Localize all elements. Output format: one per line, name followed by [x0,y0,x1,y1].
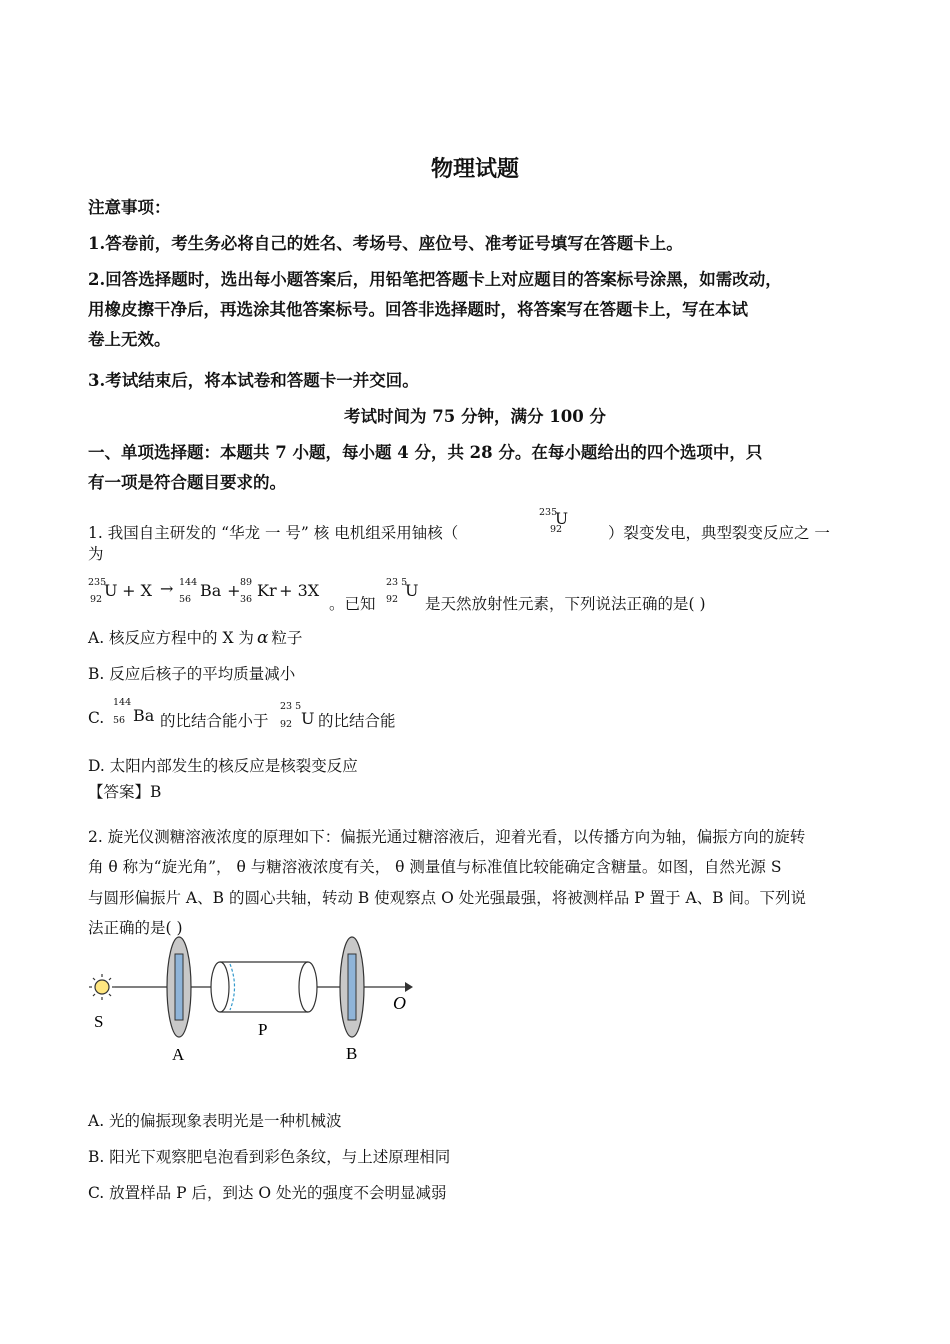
notice-item-3: 3.考试结束后，将本试卷和答题卡一并交回。 [88,371,419,390]
q1-option-c-ba: 144 56 Ba [113,697,155,726]
q1-stem-mid: ）裂变发电，典型裂变反应之 一 [608,524,830,542]
label-a: A [172,1045,185,1064]
arrow-head-icon [405,982,413,992]
q2-option-c: C. 放置样品 P 后，到达 O 处光的强度不会明显减弱 [88,1184,447,1202]
exam-time: 考试时间为 75 分钟，满分 100 分 [344,407,606,426]
polarimeter-figure [80,930,420,1070]
eq-u-atomic: 92 [90,594,103,605]
sun-icon [89,974,115,1000]
section-heading-line2: 有一项是符合题目要求的。 [88,473,286,492]
q2-option-a: A. 光的偏振现象表明光是一种机械波 [88,1112,342,1130]
q1-u-known: 23 5 92 U [386,577,419,605]
q1-option-c-label: C. [88,709,105,727]
q2-line2: 角 θ 称为“旋光角”， θ 与糖溶液浓度有关， θ 测量值与标准值比较能确定含糖量。如图，自然光源 S [88,858,782,876]
notice-item-2-line1: 2.回答选择题时，选出每小题答案后，用铅笔把答题卡上对应题目的答案标号涂黑，如需改动， [88,270,782,289]
q1-option-c-u: 23 5 92 U [280,701,315,730]
notice-item-2-line2: 用橡皮擦干净后，再选涂其他答案标号。回答非选择题时，将答案写在答题卡上，写在本试 [88,300,748,319]
eq-ba-symbol: Ba [200,581,222,600]
q1-option-b: B. 反应后核子的平均质量减小 [88,665,296,683]
eq-plus-x: + X [117,581,158,600]
q1-option-c-post: 的比结合能 [318,712,396,730]
q1-stem-end: 是天然放射性元素，下列说法正确的是( ) [425,595,706,613]
polarizer-a [167,937,191,1037]
eq-kr-symbol: Kr [257,581,277,600]
q1-known: 。已知 [329,595,376,613]
notice-heading: 注意事项： [88,198,171,217]
page-title: 物理试题 [430,156,519,182]
eq-plus: + [222,581,241,600]
eq-kr-atomic: 36 [240,594,253,605]
notice-item-1: 1.答卷前，考生务必将自己的姓名、考场号、座位号、准考证号填写在答题卡上。 [88,234,683,253]
q2-line1: 2. 旋光仪测糖溶液浓度的原理如下：偏振光通过糖溶液后，迎着光看，以传播方向为轴，偏振方向的旋转 [88,828,806,846]
eq-arrow: → [160,579,174,598]
label-p: P [258,1020,268,1039]
q2-line3: 与圆形偏振片 A、B 的圆心共轴，转动 B 使观察点 O 处光强最强，将被测样品 P 置于 A、B 间。下列说 [88,889,806,907]
q1-option-a: A. 核反应方程中的 X 为 α 粒子 [88,628,303,648]
label-o: O [393,993,406,1013]
sample-tube-p [211,962,317,1012]
eq-kr-mass: 89 [240,577,253,588]
eq-u-mass: 235 [88,577,107,588]
q1-answer: 【答案】B [88,783,162,801]
eq-tail: + 3X [274,581,320,600]
label-b: B [346,1044,358,1063]
section-heading-line1: 一、单项选择题：本题共 7 小题，每小题 4 分，共 28 分。在每小题给出的四个选项中，只 [88,443,763,462]
eq-u-symbol: U [104,581,118,600]
eq-ba-mass: 144 [179,577,198,588]
polarizer-b [340,937,364,1037]
q2-line4: 法正确的是( ) [88,919,183,937]
q2-option-b: B. 阳光下观察肥皂泡看到彩色条纹，与上述原理相同 [88,1148,451,1166]
notice-item-2-line3: 卷上无效。 [88,330,171,349]
q1-nuclide-u: 235 U 92 [539,507,569,535]
q1-stem-wrap: 为 [88,545,104,563]
q1-stem-start: 1. 我国自主研发的 “华龙 一 号” 核 电机组采用铀核（ [88,524,459,542]
q1-option-d: D. 太阳内部发生的核反应是核裂变反应 [88,757,358,775]
q1-reaction-equation [88,577,348,607]
q1-option-c-mid: 的比结合能小于 [160,712,269,730]
eq-ba-atomic: 56 [179,594,192,605]
label-s: S [94,1012,104,1031]
